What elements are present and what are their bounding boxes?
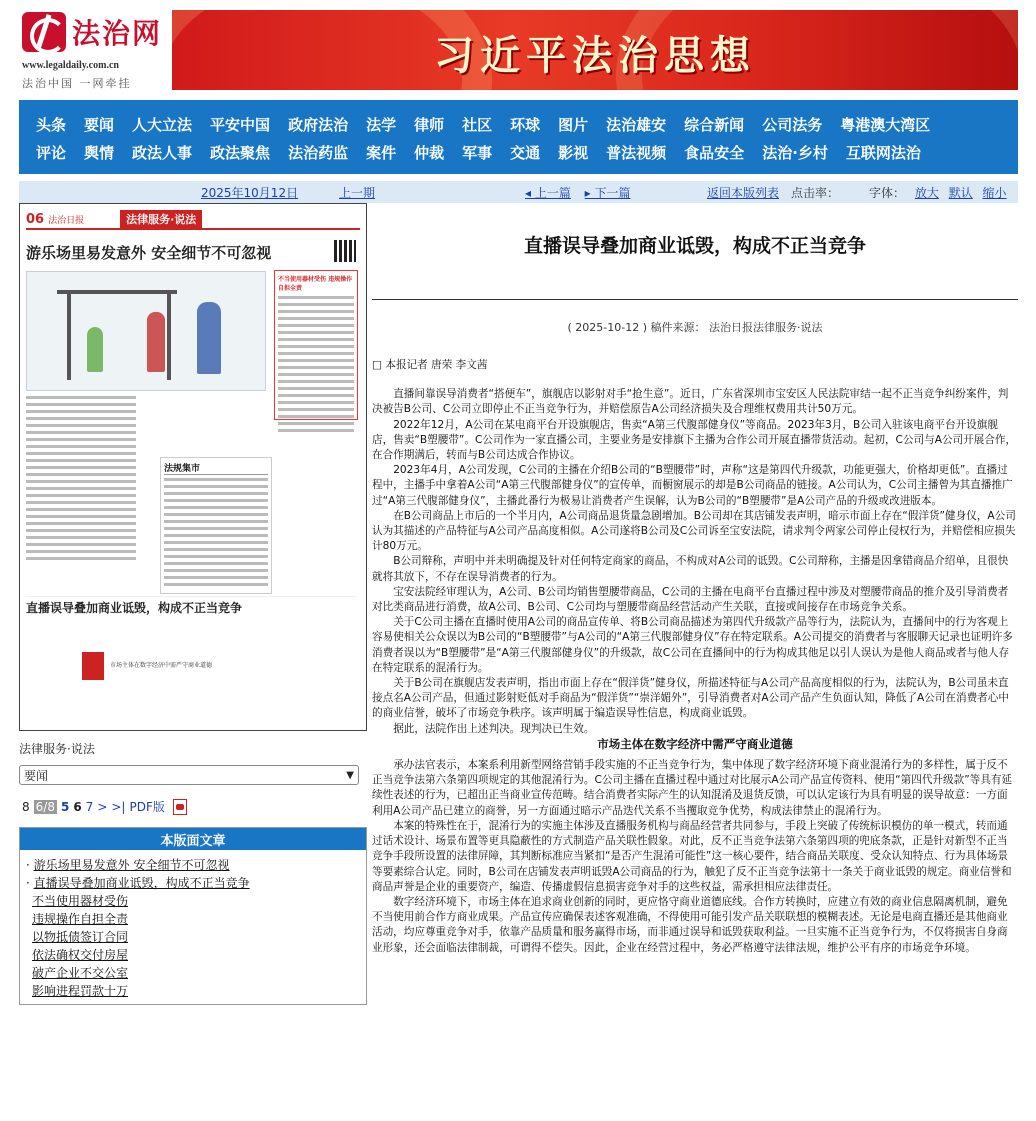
thumb-photo [82, 652, 104, 680]
pdf-icon[interactable] [173, 799, 187, 815]
nav-item[interactable]: 头条 [36, 115, 67, 134]
newspaper-page-thumbnail[interactable] [19, 203, 367, 731]
nav-item[interactable]: 互联网法治 [845, 143, 921, 162]
page-article-list [19, 827, 367, 1005]
nav-item[interactable]: 军事 [462, 143, 493, 162]
logo-mark-icon [22, 12, 66, 52]
article-link[interactable]: 依法确权交付房屋 [32, 948, 129, 962]
article-reporter: □ 本报记者 唐荣 李文茜 [372, 359, 488, 371]
nav-item[interactable]: 普法视频 [606, 143, 667, 162]
list-item [26, 874, 366, 892]
site-header [0, 0, 1036, 100]
nav-item[interactable]: 评论 [36, 143, 67, 162]
nav-item[interactable]: 要闻 [84, 115, 115, 134]
article-link[interactable]: 直播误导叠加商业诋毁，构成不正当竞争 [33, 876, 250, 890]
article-subheading: 市场主体在数字经济中需严守商业道德 [597, 736, 793, 751]
article-paragraph: 关于C公司主播在直播时使用A公司的商品宣传单、将B公司商品描述为第四代升级款产品等行为，法院认为，直播间中的行为客观上容易使相关公众误以为B公司的“B塑腰带”与A公司的“A第三代腹部健身仪”存在特定联系。A公司提交的消费者与客服聊天记录也证明许多消费者误以为“B塑腰带”是“A第三代腹部健身仪”的升级款，故C公司在直播间中的行为构成其他足以引人误认为是他人商品或者与他人存在特定联系的混淆行为。 [372, 616, 1013, 674]
list-item [26, 856, 366, 874]
issue-toolbar [19, 181, 1018, 203]
thumb-caption: 市场主体在数字经济中需严守商业道德 [110, 662, 213, 669]
pager-last[interactable]: >| [111, 799, 126, 814]
nav-item[interactable]: 政法聚焦 [210, 143, 271, 162]
article-title: 直播误导叠加商业诋毁，构成不正当竞争 [523, 235, 866, 257]
font-size-controls [869, 184, 1007, 201]
article-panel [372, 203, 1018, 1121]
article-paragraph: 直播间靠误导消费者“搭便车”，旗舰店以影射对手“抢生意”。近日，广东省深圳市宝安区人民法院审结一起不正当竞争纠纷案件，判决被告B公司、C公司立即停止不正当竞争行为，并赔偿原告A公司经济损失及合理维权费用共计50万元。 [372, 388, 1009, 416]
font-small-link[interactable]: 缩小 [982, 185, 1007, 200]
banner-text: 习近平法治思想 [434, 32, 756, 79]
nav-item[interactable]: 法治·乡村 [762, 143, 828, 162]
nav-item[interactable]: 政法人事 [132, 143, 193, 162]
article-paragraph: 在B公司商品上市后的一个半月内，A公司商品退货量急剧增加。B公司却在其店铺发表声明，暗示市面上存在“假洋货”健身仪，A公司认为其描述的产品特征与A公司产品高度相似。A公司遂将B公司及C公司诉至宝安法院，请求判令两家公司停止侵权行为，并赔偿相应损失计80万元。 [372, 509, 1016, 553]
nav-item[interactable]: 粤港澳大湾区 [840, 115, 931, 134]
article-paragraph: B公司辩称，声明中并未明确提及针对任何特定商家的商品，不构成对A公司的诋毁。C公司辩称，主播是因拿错商品介绍单，且很快就将其放下，不存在误导消费者的行为。 [372, 555, 1009, 583]
article-paragraph: 宝安法院经审理认为，A公司、B公司均销售塑腰带商品，C公司的主播在电商平台直播过程中涉及对塑腰带商品的推介及引导消费者对比类商品进行消费，故A公司、B公司、C公司均与塑腰带商品经营活动产生关联，直接或间接存在市场竞争关系。 [372, 585, 1009, 614]
nav-item[interactable]: 食品安全 [684, 143, 745, 162]
article-meta: ( 2025-10-12 ) 稿件来源： 法治日报法律服务·说法 [567, 321, 823, 334]
nav-item[interactable]: 政府法治 [288, 115, 349, 134]
thumb-page-number: 06 [26, 211, 45, 227]
thumb-regulation-box [160, 457, 272, 594]
list-item [26, 928, 366, 946]
back-to-list-link[interactable]: 返回本版列表 [707, 185, 780, 200]
site-logo[interactable] [22, 10, 167, 90]
list-item [26, 946, 366, 964]
font-default-link[interactable]: 默认 [948, 185, 973, 200]
thumb-paper-name: 法治日报 [48, 215, 85, 226]
nav-item[interactable]: 仲裁 [414, 143, 445, 162]
article-paragraph: 承办法官表示，本案系利用新型网络营销手段实施的不正当竞争行为，集中体现了数字经济环境下商业混淆行为的多样性，属于反不正当竞争法第六条第四项规定的其他混淆行为。C公司主播在直播过程中通过对比展示A公司产品宣传资料、使用“第四代升级款”等具有延续性表述的行为，已超出正当商业宣传范畴。结合消费者实际产生的认知混淆及退货反馈，可以认定该行为具有明显的误导故意：一方面利用A公司产品已建立的商誉，另一方面通过暗示产品迭代关系不当攫取竞争优势，构成法律禁止的混淆行为。 [372, 759, 1013, 817]
article-link[interactable]: 影响进程罚款十万 [32, 984, 129, 998]
list-item [26, 982, 366, 1000]
nav-item[interactable]: 律师 [414, 115, 445, 134]
prev-article-link[interactable]: ◂ 上一篇 [525, 185, 571, 200]
thumb-regulation-title: 法规集市 [164, 461, 268, 475]
bullet-icon: · [26, 858, 34, 872]
pager-current: 6/8 [35, 799, 55, 814]
article-link[interactable]: 不当使用器材受伤 [32, 894, 129, 908]
thumb-boxed-article[interactable] [274, 270, 358, 420]
thumb-illustration [26, 271, 266, 391]
bullet-icon: · [26, 876, 34, 890]
pdf-link[interactable]: PDF版 [129, 800, 165, 814]
nav-row-2 [27, 138, 1010, 166]
qr-code-icon [334, 240, 356, 262]
thumb-section-name: 法律服务·说法 [120, 210, 202, 228]
article-link[interactable]: 破产企业不交公室 [32, 966, 129, 980]
nav-item[interactable]: 平安中国 [210, 115, 271, 134]
section-name: 法律服务·说法 [19, 742, 95, 756]
article-paragraph: 2022年12月，A公司在某电商平台开设旗舰店，售卖“A第三代腹部健身仪”等商品。2023年3月，B公司入驻该电商平台开设旗舰店，售卖“B塑腰带”。C公司作为一家直播公司，主要业务是安排旗下主播为合作公司开展直播带货活动。起初，C公司与A公司开展合作，在合作期满后，转而与B公司达成合作协议。 [372, 418, 1017, 462]
nav-item[interactable]: 影视 [558, 143, 589, 162]
click-rate-label: 点击率： [791, 185, 840, 200]
nav-item[interactable]: 人大立法 [132, 115, 193, 134]
article-pager [525, 184, 641, 201]
logo-slogan: 法治中国 一网牵挂 [22, 77, 132, 90]
list-item [26, 892, 366, 910]
chevron-down-icon: ▼ [346, 769, 354, 781]
article-link[interactable]: 违规操作自担全责 [32, 912, 129, 926]
title-divider [372, 299, 1018, 300]
pager-page-7[interactable]: 7 [85, 799, 94, 814]
article-link[interactable]: 游乐场里易发意外 安全细节不可忽视 [33, 858, 230, 872]
pager-page-5[interactable]: 5 [60, 799, 70, 814]
thumb-headline-1[interactable]: 游乐场里易发意外 安全细节不可忽视 [26, 244, 272, 262]
section-select[interactable] [19, 765, 359, 785]
nav-item[interactable]: 图片 [558, 115, 589, 134]
article-paragraph: 数字经济环境下，市场主体在追求商业创新的同时，更应恪守商业道德底线。合作方转换时，应建立有效的商业信息隔离机制，避免不当使用前合作方商业成果。产品宣传应确保表述客观准确，不得使用可能引发产品关联联想的模糊表述。无论是电商直播还是其他商业活动，均应尊重竞争对手，依靠产品质量和服务赢得市场，而非通过误导和诋毁获取利益。一旦实施不正当竞争行为，不仅将损害自身商业形象，还会面临法律制裁，可谓得不偿失。因此，企业在经营过程中，务必严格遵守法律法规，维护公平有序的市场竞争环境。 [372, 895, 1008, 954]
nav-item[interactable]: 综合新闻 [684, 115, 745, 134]
article-body [372, 358, 1018, 956]
nav-item[interactable]: 案件 [366, 143, 397, 162]
logo-name: 法治网 [72, 17, 163, 50]
article-paragraph: 据此，法院作出上述判决。现判决已生效。 [393, 722, 595, 735]
logo-url: www.legaldaily.com.cn [22, 60, 119, 71]
nav-item[interactable]: 法治雄安 [606, 115, 667, 134]
nav-item[interactable]: 法学 [366, 115, 397, 134]
page-navigator [22, 798, 191, 815]
list-item [26, 910, 366, 928]
issue-date-link[interactable]: 2025年10月12日 [201, 185, 299, 200]
nav-row-1 [27, 110, 1010, 138]
list-item [26, 964, 366, 982]
pager-next[interactable]: > [97, 799, 108, 814]
main-nav [19, 100, 1018, 174]
article-paragraph: 本案的特殊性在于，混淆行为的实施主体涉及直播服务机构与商品经营者共同参与，手段上突破了传统标识模仿的单一模式，转而通过话术设计、场景布置等更具隐蔽性的方式制造产品关联性假象。对此，反不正当竞争法第六条第四项的兜底条款，正是针对新型不正当竞争手段所设置的法律屏障，其判断标准应当紧扣“是否产生混淆可能性”这一核心要件，结合商品关联度、受众认知特点、行为具体场景等要素综合认定。同时，B公司在店铺发表声明诋毁A公司商品的行为，触犯了反不正当竞争法第十一条关于商业诋毁的规定。商业信誉和商品声誉是企业的重要资产，编造、传播虚假信息损害竞争对手的这些权益，需承担相应法律责任。 [372, 819, 1012, 893]
nav-item[interactable]: 舆情 [84, 143, 115, 162]
font-label: 字体： [869, 185, 906, 200]
nav-item[interactable]: 环球 [510, 115, 541, 134]
pager-page-6: 6 [73, 799, 82, 814]
article-paragraph: 关于B公司在旗舰店发表声明，指出市面上存在“假洋货”健身仪，所描述特征与A公司产品高度相似的行为，法院认为，B公司虽未直接点名A公司产品，但通过影射贬低对手商品为“假洋货”“崇洋媚外”，引导消费者对A公司产品产生负面认知，降低了A公司在消费者心中的商业信誉，破坏了市场竞争秩序。该声明属于编造误导性信息，构成商业诋毁。 [372, 677, 1009, 720]
top-banner[interactable] [172, 10, 1018, 90]
pager-prefix: 8 [22, 799, 30, 814]
next-article-link[interactable]: ▸ 下一篇 [584, 185, 631, 200]
article-paragraph: 2023年4月，A公司发现，C公司的主播在介绍B公司的“B塑腰带”时，声称“这是第四代升级款，功能更强大，价格却更低”。直播过程中，主播手中拿着A公司“A第三代腹部健身仪”的宣传单，而橱窗展示的却是B公司商品的链接。A公司认为，C公司主播曾为其直播推广过“A第三代腹部健身仪”，主播此番行为极易让消费者产生误解，认为B公司的“B塑腰带”是A公司产品的升级或改进版本。 [372, 464, 1013, 507]
section-select-value: 要闻 [24, 768, 49, 783]
nav-item[interactable]: 法治药监 [288, 143, 349, 162]
thumb-box-title: 不当使用器材受伤 违规操作自担全责 [278, 276, 353, 292]
article-list-title: 本版面文章 [20, 828, 366, 850]
prev-issue-link[interactable]: 上一期 [339, 185, 376, 200]
article-link[interactable]: 以物抵债签订合同 [32, 930, 129, 944]
nav-item[interactable]: 交通 [510, 143, 541, 162]
font-large-link[interactable]: 放大 [914, 185, 939, 200]
nav-item[interactable]: 公司法务 [762, 115, 823, 134]
thumb-headline-2[interactable]: 直播误导叠加商业诋毁，构成不正当竞争 [26, 596, 356, 616]
article-list [20, 850, 366, 1004]
thumb-header [26, 210, 360, 230]
nav-item[interactable]: 社区 [462, 115, 493, 134]
